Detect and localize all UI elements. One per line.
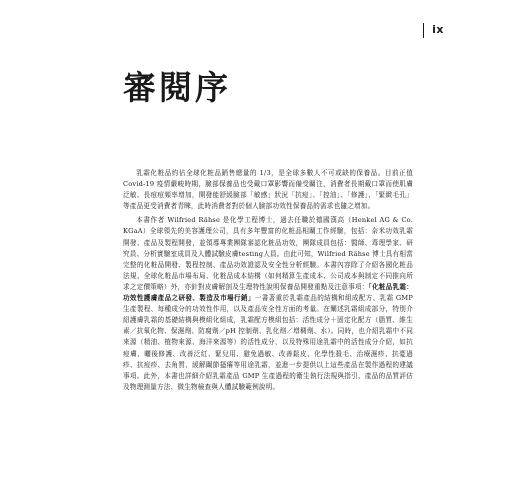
body-text xyxy=(123,168,413,396)
book-title-emphasis: 「化粧品乳霜：功效性護膚產品之研發、製造及市場行銷」 xyxy=(123,282,413,303)
paragraph-author-continuation: 一書著重於乳霜產品的結構和組成配方、乳霜 GMP 生產製程、每種成分的功效性作用，以及產品安全性方面的考量。在闡述乳霜組成部分，特別介紹護膚乳霜的基礎結構與模組化組成，乳霜配方模組包括：活性成分＋固定化配方（脂質、維生素／抗氧化物、保濕劑、防腐劑／pH 控制劑、乳化劑／增稠劑、水）。同時，也介紹乳霜中不同來源（精油、植物來源、海洋來源等）的活性成分，以及特殊用途乳霜中的活性成分介紹，如抗痘膚、曬後修護、改善泛紅、緊兒用、避免過敏、改善鬆皮、化學性殺毛、治療濕疹、抗憂過疹、抗痘疹、去角質、緩解關節搔癢等用途乳霜，並進一步提供以上這些產品在製作過程的建議事項。此外，本書也詳細介紹乳霜產品 GMP 生產過程的衛生執行法規與指引、產品的品質評估及物理測量方法、微生物檢查與人體試驗範例說明。 xyxy=(123,294,413,391)
page-title: 審閱序 xyxy=(123,68,231,107)
paragraph-author-text: 本書作者 Wilfried Rähse 是化學工程博士，過去任職於德國漢高（Henkel AG & Co. KGaA）全球領先的美容護理公司，具有多年豐富的化粧品相關工作經驗，包括：奈米功效乳霜開發、產品及製程開發，並領導專業團隊審認化粧品功效，團隊成員包括：醫師、毒理學家、研究員、分析實驗室成員及人體試驗皮膚testing人員。由此可知，Wilfried Rähse 博士具有相當完整的化粧品開發、製程控制、產品功效證認及安全性分析經驗。本書內容除了介紹各國化粧品法規、全球化粧品市場布局、化粧品成本結構（如何精算生產成本、公司成本與制定不同推向所求之定價策略）外，亦針對皮膚解剖及生理特性說明保養品開發重點及注意事項： xyxy=(123,216,413,291)
paragraph-intro: 乳霜化粧品約佔全球化粧品銷售總量的 1/3，是全球多數人不可或缺的保養品。目前正值 Covid-19 疫情嚴峻時期，臉部保養品也受戴口罩影響而備受關注，消費者長期戴口罩而使肌膚泛敏、長痘痘頻率增加，開發能舒緩臉部「敏感」狀況「抗痘」、「控油」、「修護」、「緊緻毛孔」等產品更受消費者青睞，此時消費者對於個人臉部功效性保養品的需求也隨之增加。 xyxy=(123,169,413,211)
page-number-rule xyxy=(423,23,425,38)
page-number: ix xyxy=(432,23,444,36)
paragraph-author xyxy=(123,215,413,393)
